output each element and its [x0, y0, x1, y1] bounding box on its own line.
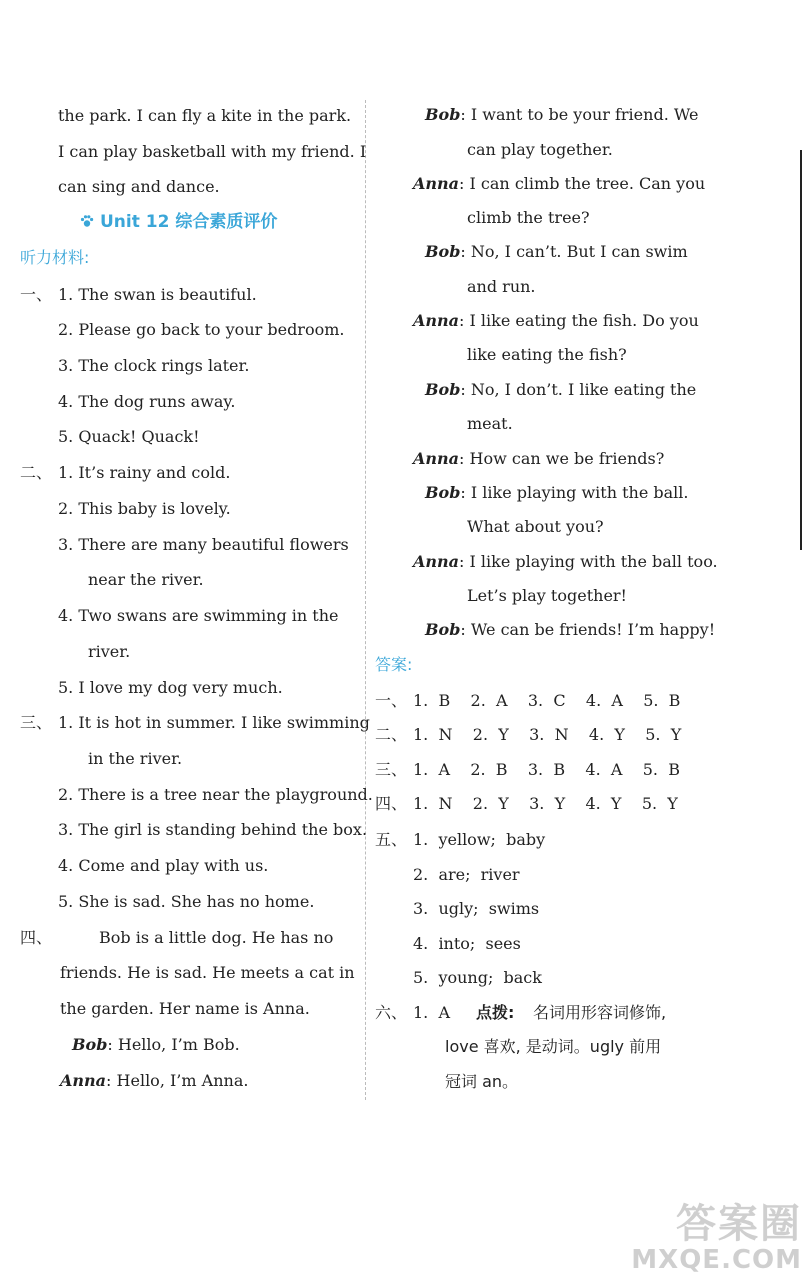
answers-label: 答案:: [375, 655, 413, 674]
s1-item-3: 3. The clock rings later.: [58, 356, 250, 375]
speaker: Anna: [413, 174, 460, 193]
speech: : I can climb the tree. Can you: [459, 174, 706, 193]
answer-4-mark: 四、: [375, 794, 408, 813]
answer-3-mark: 三、: [375, 760, 408, 779]
s2-item-4-cont: river.: [88, 642, 131, 661]
answer-row-1: 1. B 2. A 3. C 4. A 5. B: [413, 691, 681, 710]
s4-line-2: friends. He is sad. He meets a cat in: [60, 963, 355, 982]
speech: : Hello, I’m Anna.: [106, 1071, 249, 1090]
speaker: Bob: [425, 620, 461, 639]
answer-row-3: 1. A 2. B 3. B 4. A 5. B: [413, 760, 680, 779]
s6-answer: 1. A: [413, 1003, 450, 1022]
speaker: Bob: [72, 1035, 108, 1054]
dialog-line-6: [413, 449, 664, 469]
speech: : We can be friends! I’m happy!: [460, 620, 716, 639]
s1-item-4: 4. The dog runs away.: [58, 392, 236, 411]
page-edge-line: [800, 150, 802, 550]
dialog-line-9: [425, 620, 715, 640]
watermark-logo-text: 答案圈: [676, 1201, 802, 1247]
section-5-mark: 五、: [375, 830, 408, 849]
watermark-url: MXQE.COM: [631, 1245, 802, 1275]
dialog-line-1-cont: can play together.: [467, 140, 613, 159]
speech: : I like playing with the ball.: [460, 483, 689, 502]
s1-item-5: 5. Quack! Quack!: [58, 427, 200, 446]
dialog-line-1: [425, 105, 698, 125]
s5-item-4: 4. into; sees: [413, 934, 521, 953]
s4-line-1: Bob is a little dog. He has no: [99, 928, 334, 947]
s2-item-3-cont: near the river.: [88, 570, 204, 589]
speech: : How can we be friends?: [459, 449, 665, 468]
s3-item-4: 4. Come and play with us.: [58, 856, 269, 875]
dialog-line-5-cont: meat.: [467, 414, 513, 433]
section-6-mark: 六、: [375, 1003, 408, 1022]
dialog-line-4-cont: like eating the fish?: [467, 345, 627, 364]
speaker: Anna: [413, 552, 460, 571]
s5-item-2: 2. are; river: [413, 865, 520, 884]
intro-line-1: the park. I can fly a kite in the park.: [58, 106, 352, 125]
speaker: Anna: [413, 311, 460, 330]
answer-row-2: 1. N 2. Y 3. N 4. Y 5. Y: [413, 725, 682, 744]
s3-item-3: 3. The girl is standing behind the box.: [58, 820, 368, 839]
dialog-line-2: [413, 174, 705, 194]
s3-item-1-cont: in the river.: [88, 749, 183, 768]
section-2-mark: 二、: [20, 463, 53, 482]
dialog-line-4: [413, 311, 699, 331]
answer-2-mark: 二、: [375, 725, 408, 744]
section-3-mark: 三、: [20, 713, 53, 732]
s2-item-5: 5. I love my dog very much.: [58, 678, 283, 697]
answer-1-mark: 一、: [375, 691, 408, 710]
section-4-mark: 四、: [20, 928, 53, 947]
dialog-line-3-cont: and run.: [467, 277, 536, 296]
s3-item-2: 2. There is a tree near the playground.: [58, 785, 373, 804]
dialog-line-8-cont: Let’s play together!: [467, 586, 627, 605]
s1-item-1: 1. The swan is beautiful.: [58, 285, 257, 304]
dialog-line-3: [425, 242, 688, 262]
speaker: Bob: [425, 483, 461, 502]
dialog-line-7: [425, 483, 688, 503]
paw-icon: [80, 214, 94, 228]
speech: : No, I don’t. I like eating the: [460, 380, 697, 399]
s5-item-5: 5. young; back: [413, 968, 542, 987]
intro-line-2: I can play basketball with my friend. I: [58, 142, 367, 161]
s2-item-4: 4. Two swans are swimming in the: [58, 606, 339, 625]
speaker: Bob: [425, 105, 461, 124]
s5-item-3: 3. ugly; swims: [413, 899, 540, 918]
s3-item-5: 5. She is sad. She has no home.: [58, 892, 315, 911]
speech: : I like eating the fish. Do you: [459, 311, 699, 330]
s2-item-2: 2. This baby is lovely.: [58, 499, 231, 518]
tip-line-2: love 喜欢, 是动词。ugly 前用: [445, 1037, 662, 1056]
tip-label: 点拨:: [476, 1003, 515, 1022]
speech: : I like playing with the ball too.: [459, 552, 718, 571]
tip-line-1: 名词用形容词修饰,: [533, 1003, 667, 1022]
speech: : No, I can’t. But I can swim: [460, 242, 688, 261]
dialog-line-8: [413, 552, 718, 572]
column-divider: [365, 100, 366, 1100]
watermark: [631, 1202, 802, 1274]
dialog-line-5: [425, 380, 696, 400]
section-1-mark: 一、: [20, 285, 53, 304]
s3-item-1: 1. It is hot in summer. I like swimming: [58, 713, 370, 732]
speaker: Bob: [425, 380, 461, 399]
listening-label: 听力材料:: [20, 248, 90, 267]
unit-title-text: Unit 12 综合素质评价: [100, 212, 278, 232]
tip-line-3: 冠词 an。: [445, 1072, 519, 1091]
unit-title: [80, 212, 277, 232]
s1-item-2: 2. Please go back to your bedroom.: [58, 320, 345, 339]
intro-line-3: can sing and dance.: [58, 177, 220, 196]
dialog-line-7-cont: What about you?: [467, 517, 604, 536]
s4-dialog-1: [72, 1035, 240, 1055]
s4-dialog-2: [60, 1071, 248, 1091]
speech: : Hello, I’m Bob.: [107, 1035, 240, 1054]
s4-line-3: the garden. Her name is Anna.: [60, 999, 310, 1018]
s2-item-1: 1. It’s rainy and cold.: [58, 463, 231, 482]
answer-row-4: 1. N 2. Y 3. Y 4. Y 5. Y: [413, 794, 678, 813]
dialog-line-2-cont: climb the tree?: [467, 208, 590, 227]
speaker: Anna: [413, 449, 460, 468]
s2-item-3: 3. There are many beautiful flowers: [58, 535, 349, 554]
speaker: Anna: [60, 1071, 107, 1090]
s5-item-1: 1. yellow; baby: [413, 830, 546, 849]
speaker: Bob: [425, 242, 461, 261]
speech: : I want to be your friend. We: [460, 105, 699, 124]
